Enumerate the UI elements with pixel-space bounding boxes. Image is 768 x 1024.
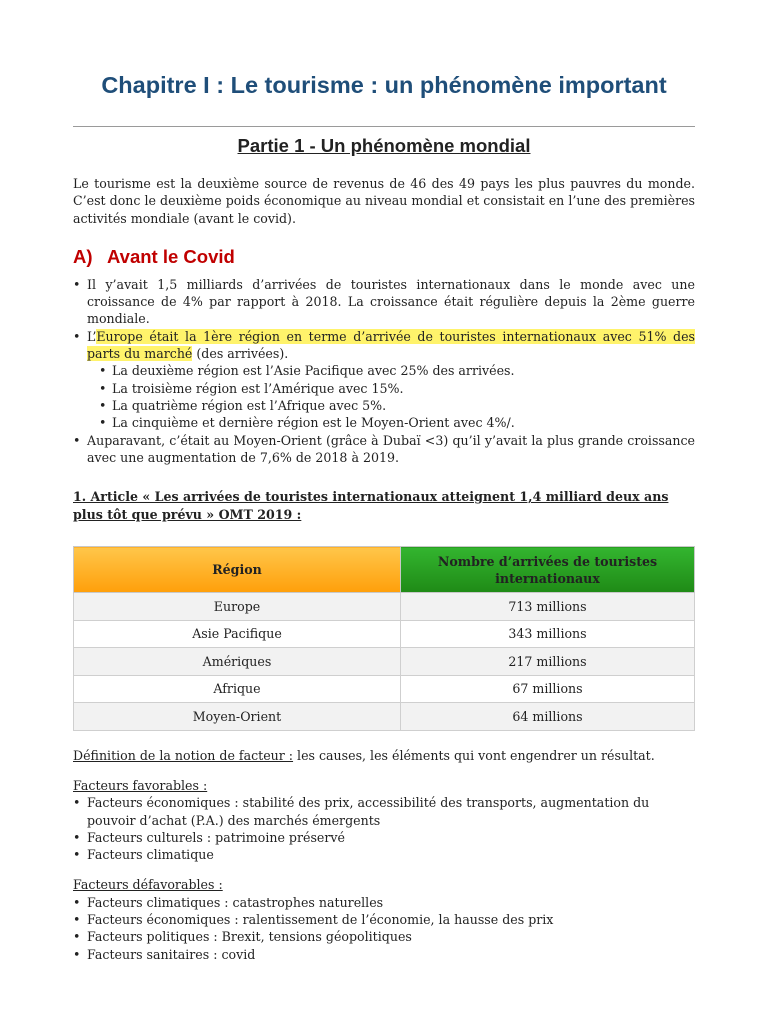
list-item: • Facteurs sanitaires : covid [73, 946, 695, 963]
cell-region: Moyen-Orient [74, 703, 401, 731]
favorable-title [73, 777, 695, 794]
list-item: • Facteurs climatique [73, 846, 695, 863]
list-item [73, 328, 695, 432]
list-item: • Il y’avait 1,5 milliards d’arrivées de touristes internationaux dans le monde avec une croissance de 4% par rapport à 2018. La croissance était régulière depuis la 2ème guerre mondiale. [73, 276, 695, 328]
list-item: • La troisième région est l’Amérique avec 15%. [87, 380, 695, 397]
list-item: • Facteurs politiques : Brexit, tensions géopolitiques [73, 928, 695, 945]
favorable-title-text: Facteurs favorables : [73, 777, 208, 793]
list-item: • Facteurs culturels : patrimoine préservé [73, 829, 695, 846]
part-title-text: Partie 1 - Un phénomène mondial [237, 135, 531, 156]
bullet-suffix: (des arrivées). [192, 346, 289, 362]
cell-region: Europe [74, 593, 401, 621]
table-row [74, 593, 695, 621]
definition-paragraph [73, 747, 695, 764]
arrivals-table [73, 546, 695, 731]
list-item: • Facteurs climatiques : catastrophes naturelles [73, 894, 695, 911]
table-header-row [74, 547, 695, 593]
definition-label: Définition de la notion de facteur : [73, 747, 294, 763]
list-item: • Facteurs économiques : stabilité des prix, accessibilité des transports, augmentation du pouvoir d’achat (P.A.) des marchés émergents [73, 794, 695, 829]
cell-arrivals: 343 millions [401, 620, 695, 648]
covid-bullet-list [73, 276, 695, 466]
table-row [74, 703, 695, 731]
list-item: • La cinquième et dernière région est le Moyen-Orient avec 4%/. [87, 414, 695, 431]
part-title [73, 133, 695, 159]
section-a-heading [73, 245, 695, 269]
sub-bullet-list [87, 362, 695, 431]
table-row [74, 648, 695, 676]
header-region: Région [74, 547, 401, 593]
definition-text: les causes, les éléments qui vont engendrer un résultat. [293, 747, 655, 763]
cell-arrivals: 217 millions [401, 648, 695, 676]
unfavorable-list [73, 894, 695, 963]
highlighted-text: Europe était la 1ère région en terme d’arrivée de touristes internationaux avec 51% des parts du marché [87, 328, 695, 362]
favorable-list [73, 794, 695, 863]
list-item: • Facteurs économiques : ralentissement de l’économie, la hausse des prix [73, 911, 695, 928]
cell-region: Asie Pacifique [74, 620, 401, 648]
table-row [74, 620, 695, 648]
article-title: 1. Article « Les arrivées de touristes internationaux atteignent 1,4 milliard deux ans plus tôt que prévu » OMT 2019 : [73, 489, 669, 523]
chapter-title: Chapitre I : Le tourisme : un phénomène important [101, 72, 667, 98]
cell-region: Amériques [74, 648, 401, 676]
section-a-title: Avant le Covid [107, 245, 235, 267]
list-item: • La quatrième région est l’Afrique avec 5%. [87, 397, 695, 414]
cell-arrivals: 64 millions [401, 703, 695, 731]
cell-arrivals: 713 millions [401, 593, 695, 621]
unfavorable-title-text: Facteurs défavorables : [73, 877, 223, 893]
cell-arrivals: 67 millions [401, 675, 695, 703]
list-item: • La deuxième région est l’Asie Pacifique avec 25% des arrivées. [87, 362, 695, 379]
cell-region: Afrique [74, 675, 401, 703]
title-divider [73, 126, 695, 127]
intro-paragraph: Le tourisme est la deuxième source de revenus de 46 des 49 pays les plus pauvres du monde. C’est donc le deuxième poids économique au niveau mondial et consistait en l’une des premières activités mondiale (avant le covid). [73, 176, 695, 226]
header-arrivals: Nombre d’arrivées de touristes internationaux [401, 547, 695, 593]
list-item: • Auparavant, c’était au Moyen-Orient (grâce à Dubaï <3) qu’il y’avait la plus grande croissance avec une augmentation de 7,6% de 2018 à 2019. [73, 432, 695, 467]
table-row [74, 675, 695, 703]
unfavorable-title [73, 876, 695, 893]
bullet-prefix: L’ [87, 328, 97, 344]
section-a-number: A) [73, 245, 93, 267]
